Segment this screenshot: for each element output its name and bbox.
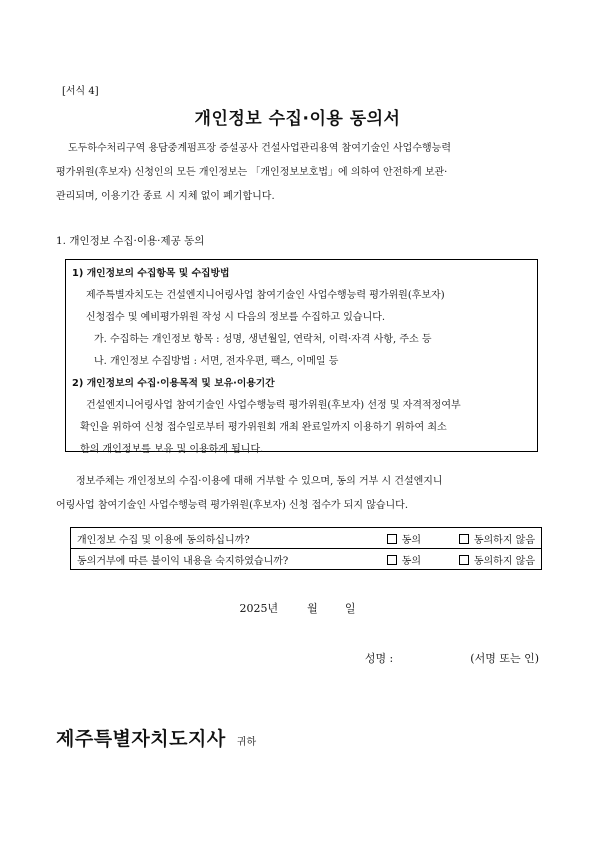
date-day: 일 — [344, 602, 356, 615]
date-month: 월 — [307, 602, 318, 615]
notice-line: 정보주체는 개인정보의 수집·이용에 대해 거부할 수 있으며, 동의 거부 시 건설엔지니 — [76, 476, 443, 487]
agree-label: 동의 — [401, 555, 422, 567]
agree-label: 동의 — [401, 534, 422, 546]
checkbox-icon[interactable] — [459, 555, 469, 565]
intro-paragraph — [56, 137, 544, 209]
signature-label: 성명 : — [364, 652, 394, 665]
intro-line: 평가위원(후보자) 신청인의 모든 개인정보는 「개인정보보호법」에 의하여 안전하게 보관· — [56, 167, 448, 178]
recipient — [56, 724, 256, 751]
purpose-text: 한의 개인정보를 보유 및 이용하게 됩니다. — [80, 444, 264, 455]
collection-items-text: 제주특별자치도는 건설엔지니어링사업 참여기술인 사업수행능력 평가위원(후보자) — [86, 290, 445, 301]
consent-row — [71, 549, 542, 570]
disagree-label: 동의하지 않음 — [473, 555, 535, 567]
document-title: 개인정보 수집·이용 동의서 — [194, 109, 401, 129]
checkbox-icon[interactable] — [387, 555, 397, 565]
consent-question: 동의거부에 따른 불이익 내용을 숙지하였습니까? — [71, 549, 366, 570]
checkbox-icon[interactable] — [387, 534, 397, 544]
intro-line: 도두하수처리구역 용담중계펌프장 증설공사 건설사업관리용역 참여기술인 사업수행능력 — [68, 143, 451, 154]
intro-line: 관리되며, 이용기간 종료 시 지체 없이 폐기합니다. — [56, 191, 275, 202]
purpose-text: 확인을 위하여 신청 접수일로부터 평가위원회 개최 완료일까지 이용하기 위하여 최소 — [80, 422, 447, 433]
date-year: 2025년 — [239, 602, 279, 615]
disagree-option[interactable] — [427, 528, 541, 549]
collection-items-heading: 1) 개인정보의 수집항목 및 수집방법 — [72, 268, 230, 279]
purpose-heading: 2) 개인정보의 수집·이용목적 및 보유·이용기간 — [72, 378, 275, 389]
consent-question: 개인정보 수집 및 이용에 동의하십니까? — [71, 528, 366, 549]
collection-item-b: 나. 개인정보 수집방법 : 서면, 전자우편, 팩스, 이메일 등 — [94, 356, 339, 367]
signature-note: (서명 또는 인) — [470, 652, 539, 665]
recipient-name: 제주특별자치도지사 — [56, 728, 226, 750]
agree-option[interactable] — [366, 528, 427, 549]
checkbox-icon[interactable] — [459, 534, 469, 544]
section-heading: 1. 개인정보 수집·이용·제공 동의 — [56, 235, 205, 247]
agree-option[interactable] — [366, 549, 427, 570]
disagree-option[interactable] — [427, 549, 541, 570]
notice-line: 어링사업 참여기술인 사업수행능력 평가위원(후보자) 신청 접수가 되지 않습니다. — [56, 500, 409, 511]
recipient-honorific: 귀하 — [236, 737, 257, 748]
consent-details-box — [65, 259, 538, 455]
consent-table — [70, 527, 542, 570]
collection-item-a: 가. 수집하는 개인정보 항목 : 성명, 생년월일, 연락처, 이력·자격 사항, 주소 등 — [94, 334, 432, 345]
purpose-text: 건설엔지니어링사업 참여기술인 사업수행능력 평가위원(후보자) 선정 및 자격적정여부 — [86, 400, 461, 411]
date-line — [0, 600, 595, 616]
signature-line — [365, 650, 539, 666]
consent-row — [71, 528, 542, 549]
disagree-label: 동의하지 않음 — [473, 534, 535, 546]
form-number: [서식 4] — [62, 86, 99, 97]
refusal-notice — [56, 470, 544, 518]
collection-items-text: 신청접수 및 예비평가위원 작성 시 다음의 정보를 수집하고 있습니다. — [86, 312, 386, 323]
